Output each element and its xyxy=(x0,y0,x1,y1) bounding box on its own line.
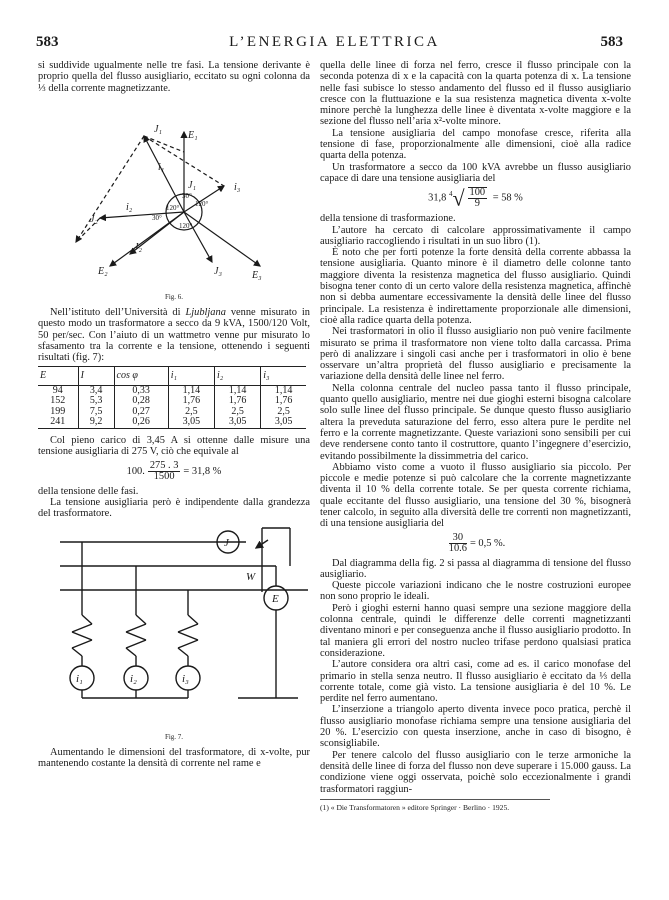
equation-3: $\frac{30}{10.6}$ = 0,5 %. xyxy=(448,531,506,554)
page-number-right: 583 xyxy=(600,34,623,50)
paragraph: Col pieno carico di 3,45 A si ottenne dalle misure una tensione ausigliaria di 275 V, ciò che equivale al xyxy=(38,435,310,458)
label-i3: i₃ xyxy=(234,181,241,193)
paragraph: La tensione ausigliaria del campo monofase cresce, riferita alla tensione di fase, proporzionalmente alle dimensioni, cioè alla radice quarta della potenza. xyxy=(320,127,631,162)
paragraph: Nei trasformatori in olio il flusso ausigliario non può venire facilmente misurato se prima il trasformatore non viene tolto dalla carcassa. Prima però di analizzare i singoli casi anche per i trasformatori in olio è bene osservare un’altra proprietà del flusso ausigliario e precisamente la variazione della densità delle linee nel ferro. xyxy=(320,326,631,383)
table-row: 94 3,4 0,33 1,14 1,14 1,14 xyxy=(38,385,306,396)
paragraph: L’inserzione a triangolo aperto diventa invece poco pratica, perchè il flusso ausigliario monofase richiama sempre una tensione ausigliaria del 20 %. L’esercizio con questa inserzione, anche in caso di bisogno, è sconsigliabile. xyxy=(320,704,631,750)
paragraph: Per tenere calcolo del flusso ausigliario con le terze armoniche la densità delle linee di forza del flusso non deve superare i 15.000 gauss. La condizione viene oggi osservata, poichè solo eccezionalmente i grandi trasformatori raggiun- xyxy=(320,749,631,795)
measurement-table xyxy=(38,366,306,429)
label-i2: i₂ xyxy=(126,201,133,213)
col-header: cos φ xyxy=(114,366,168,385)
paragraph: quella delle linee di forza nel ferro, cresce il flusso principale con la seconda potenza di x e la capacità con la quarta potenza di x. La tensione nelle fasi subisce lo stesso andamento del flusso ed il flusso ausigliario cresce con la fluttuazione e la sua resistenza magnetica diventa x-volte minore perchè la lunghezza delle linee è diventata x-volte maggiore e la sezione del flusso nell’aria x²-volte minore. xyxy=(320,60,631,128)
paragraph: Abbiamo visto come a vuoto il flusso ausigliario sia piccolo. Per piccole e medie potenze si può calcolare che la corrente magnetizzante diventa il 10 % della corrente totale. Se per questa corrente richiama, quale eccitante del flusso ausigliario, una tensione del 30 %, bisognerà tener calcolo, in seguito alla diversità delle tre correnti non magnetizzanti, di una tensione ausigliaria del xyxy=(320,461,631,530)
page-number-left: 583 xyxy=(36,34,59,50)
table-row: 199 7,5 0,27 2,5 2,5 2,5 xyxy=(38,407,306,418)
col-header: i₂ xyxy=(215,366,261,385)
label-i2: i₂ xyxy=(130,672,137,685)
label-j3: J₃ xyxy=(214,265,222,277)
label-i1: i₁ xyxy=(158,161,165,173)
figure-7-caption: Fig. 7. xyxy=(164,732,184,741)
paragraph: È noto che per forti potenze la forte densità della corrente abbassa la tensione ausigliaria. Quanto minore è il diametro delle colonne tanto maggiore diventa la resistenza magnetica del flusso ausigliario. Quindi bisogna tener conto di un certo valore della resistenza magnetica, affinchè non si debba aumentare eccessivamente la densità delle linee del flusso principale. La resistenza è indirettamente proporzionale alle dimensioni, cioè alla radice quarta della potenza. xyxy=(320,247,631,326)
label-e3: E₃ xyxy=(252,269,262,281)
figure-6-vector-diagram xyxy=(38,94,310,290)
paragraph: si suddivide ugualmente nelle tre fasi. La tensione derivante è proprio quella del flusso ausigliario, eccitato su ogni colonna da ⅓ della corrente magnetizzante. xyxy=(38,60,310,94)
figure-6-caption: Fig. 6. xyxy=(164,292,184,301)
paragraph: L’autore considera ora altri casi, come ad es. il carico monofase del primario in stella senza neutro. Il flusso ausigliario è eccitato da ⅓ della corrente totale, come già visto. La tensione ausigliaria è del 10 %. Le perdite nel ferro aumentano. xyxy=(320,659,631,705)
angle-120-b: 120° xyxy=(166,203,180,212)
label-e2: E₂ xyxy=(98,265,108,277)
col-header: I xyxy=(78,366,114,385)
col-header: i₁ xyxy=(168,366,214,385)
label-i3: i₃ xyxy=(182,672,189,685)
figure-7-circuit-diagram xyxy=(38,520,310,730)
paragraph: Un trasformatore a secco da 100 kVA avrebbe un flusso ausigliario capace di dare una tensione ausigliaria del xyxy=(320,161,631,184)
paragraph: La tensione ausigliaria però è indipendente dalla grandezza del trasformatore. xyxy=(38,496,310,520)
label-ammeter-j: J xyxy=(224,536,229,549)
label-j2-dashed: J₂ xyxy=(90,213,98,225)
equation-1: 100. $\frac{275 . 3}{1500}$ = 31,8 % xyxy=(126,459,222,482)
paragraph: della tensione di trasformazione. xyxy=(320,213,456,225)
paragraph: Nella colonna centrale del nucleo passa tanto il flusso principale, quanto quello ausigliario, mentre nei due gioghi esterni bisogna calcolare solo sulle linee del flusso principale. Se dunque questo flusso ausigliario altera la preveduta saturazione del ferro, esso altera pure le perdite nel ferro e la corrente magnetizzante. Queste variazioni sono sensibili per cui deve rendersene conto tanto il costruttore, quanto l’ingegnere d’esercizio, evitando possibilmente la dissimmetria del carico. xyxy=(320,382,631,462)
paragraph: Dal diagramma della fig. 2 si passa al diagramma di tensione del flusso ausigliario. xyxy=(320,557,631,580)
table-row: 241 9,2 0,26 3,05 3,05 3,05 xyxy=(38,417,306,428)
angle-120-c: 120° xyxy=(179,221,193,230)
footnote: (1) « Die Transformatoren » editore Springer · Berlino · 1925. xyxy=(320,799,550,813)
label-voltmeter-e: E xyxy=(272,592,279,605)
paragraph: Queste piccole variazioni indicano che le nostre costruzioni europee non sono proprio le ideali. xyxy=(320,580,631,603)
label-j1: J₁ xyxy=(188,179,196,191)
equation-2: 31,8 $^4$√ $\frac{100}{9}$ = 58 % xyxy=(428,185,523,211)
right-column xyxy=(320,60,631,813)
paragraph: della tensione delle fasi. xyxy=(38,485,139,497)
paragraph: L’autore ha cercato di calcolare approssimativamente il campo ausigliario raccogliendo i risultati in un suo libro (1). xyxy=(320,224,631,247)
paragraph: Nell’istituto dell’Università di Ljubljana venne misurato in questo modo un trasformatore a secco da 9 kVA, 1500/120 Volt, 50 per/sec. Con l’aiuto di un wattmetro venne pur misurato lo sfasamento tra la corrente e la tensione, ottenendo i seguenti risultati (fig. 7): xyxy=(38,307,310,364)
col-header: E xyxy=(38,366,78,385)
paragraph: Aumentando le dimensioni del trasformatore, di x-volte, pur mantenendo costante la densità di corrente nel rame e xyxy=(38,746,310,770)
label-i1: i₁ xyxy=(76,672,83,685)
angle-30-left: 30° xyxy=(152,213,162,222)
angle-30-top: 30° xyxy=(182,191,192,200)
label-wattmeter-w: W xyxy=(246,570,256,583)
paragraph: Però i gioghi esterni hanno quasi sempre una sezione maggiore della colonna centrale, quindi le differenze delle correnti magnetizzanti diventano minori e per conseguenza anche il flusso ausigliario prodotto. In tal maniera gli errori del nostro nucleo trifase perdono qualsiasi pratica considerazione. xyxy=(320,602,631,659)
label-j1-dashed: J₁ xyxy=(154,123,162,135)
running-title: L’ENERGIA ELETTRICA xyxy=(229,34,440,50)
col-header: i₃ xyxy=(261,366,306,385)
label-e1: E₁ xyxy=(188,129,198,141)
angle-120-a: 120° xyxy=(195,199,209,208)
table-row: 152 5,3 0,28 1,76 1,76 1,76 xyxy=(38,396,306,407)
left-column xyxy=(38,60,310,769)
label-j2: J₂ xyxy=(134,241,142,253)
